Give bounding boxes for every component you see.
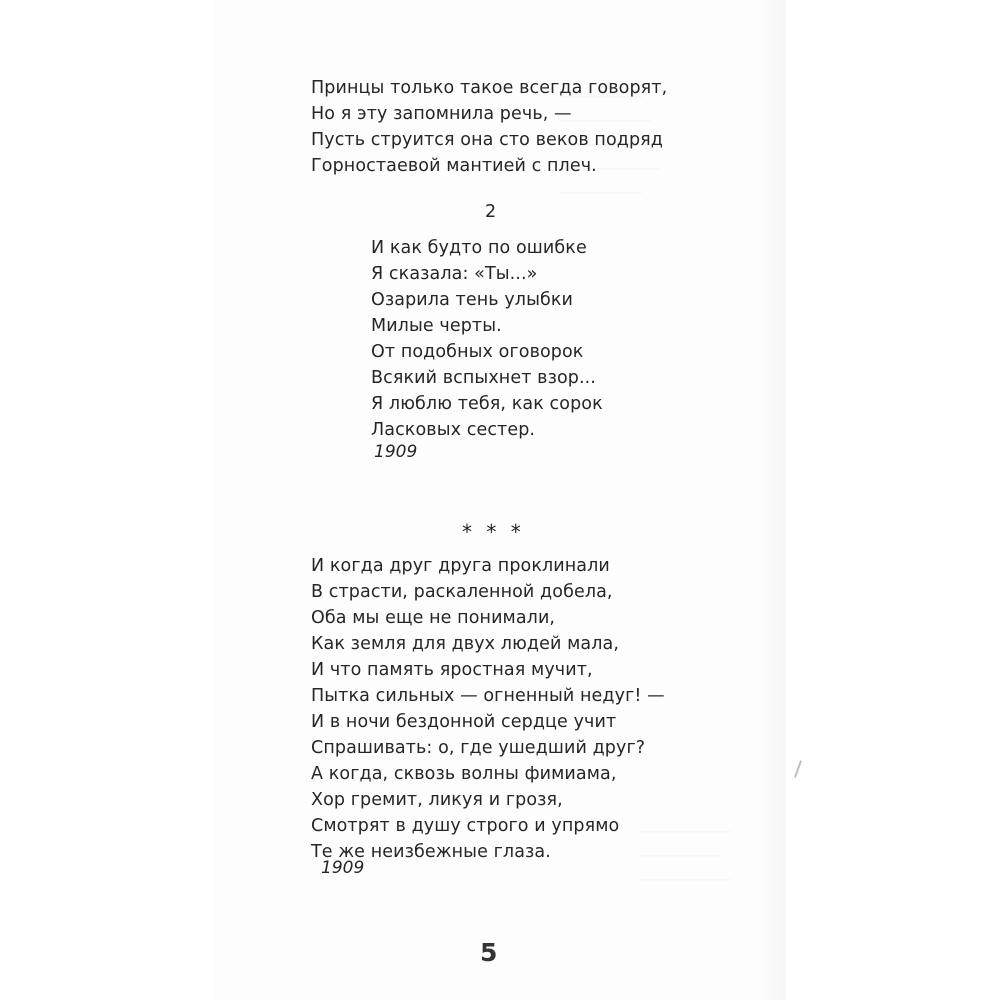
poem-date: 1909 — [321, 858, 365, 878]
poem-line: Хор гремит, ликуя и грозя, — [311, 790, 563, 810]
poem-line: Оба мы еще не понимали, — [311, 608, 556, 628]
poem-stanza — [371, 235, 603, 443]
poem-stanza — [311, 553, 665, 865]
poem-line: Ласковых сестер. — [371, 420, 536, 440]
poem-line: Но я эту запомнила речь, — — [311, 104, 572, 124]
poem-line: Пытка сильных — огненный недуг! — — [311, 686, 665, 706]
poem-line: Принцы только такое всегда говорят, — [311, 78, 668, 98]
poem-line: И в ночи бездонной сердце учит — [311, 712, 617, 732]
poem-line: А когда, сквозь волны фимиама, — [311, 764, 617, 784]
poem-line: Милые черты. — [371, 316, 502, 336]
poem-line: От подобных оговорок — [371, 342, 584, 362]
poem-line: Озарила тень улыбки — [371, 290, 574, 310]
poem-line: Те же неизбежные глаза. — [311, 842, 551, 862]
poem-line: И как будто по ошибке — [371, 238, 587, 258]
poem-line: Горностаевой мантией с плеч. — [311, 156, 597, 176]
paper-mark — [794, 760, 802, 778]
poem-line: Я сказала: «Ты...» — [371, 264, 538, 284]
poem-line: Я люблю тебя, как сорок — [371, 394, 603, 414]
poem-line: Как земля для двух людей мала, — [311, 634, 620, 654]
poem-line: Спрашивать: о, где ушедший друг? — [311, 738, 646, 758]
poem-line: И когда друг друга проклинали — [311, 556, 610, 576]
poem-stanza — [311, 75, 667, 179]
poem-line: И что память яростная мучит, — [311, 660, 593, 680]
poem-line: В страсти, раскаленной добела, — [311, 582, 613, 602]
poem-date: 1909 — [374, 442, 418, 462]
poem-line: Всякий вспыхнет взор... — [371, 368, 596, 388]
poem-line: Пусть струится она сто веков подряд — [311, 130, 664, 150]
section-numeral: 2 — [485, 202, 497, 222]
section-separator: * * * — [462, 520, 525, 544]
page-number: 5 — [480, 938, 498, 967]
page-edge-shadow — [760, 0, 786, 1000]
poem-line: Смотрят в душу строго и упрямо — [311, 816, 620, 836]
